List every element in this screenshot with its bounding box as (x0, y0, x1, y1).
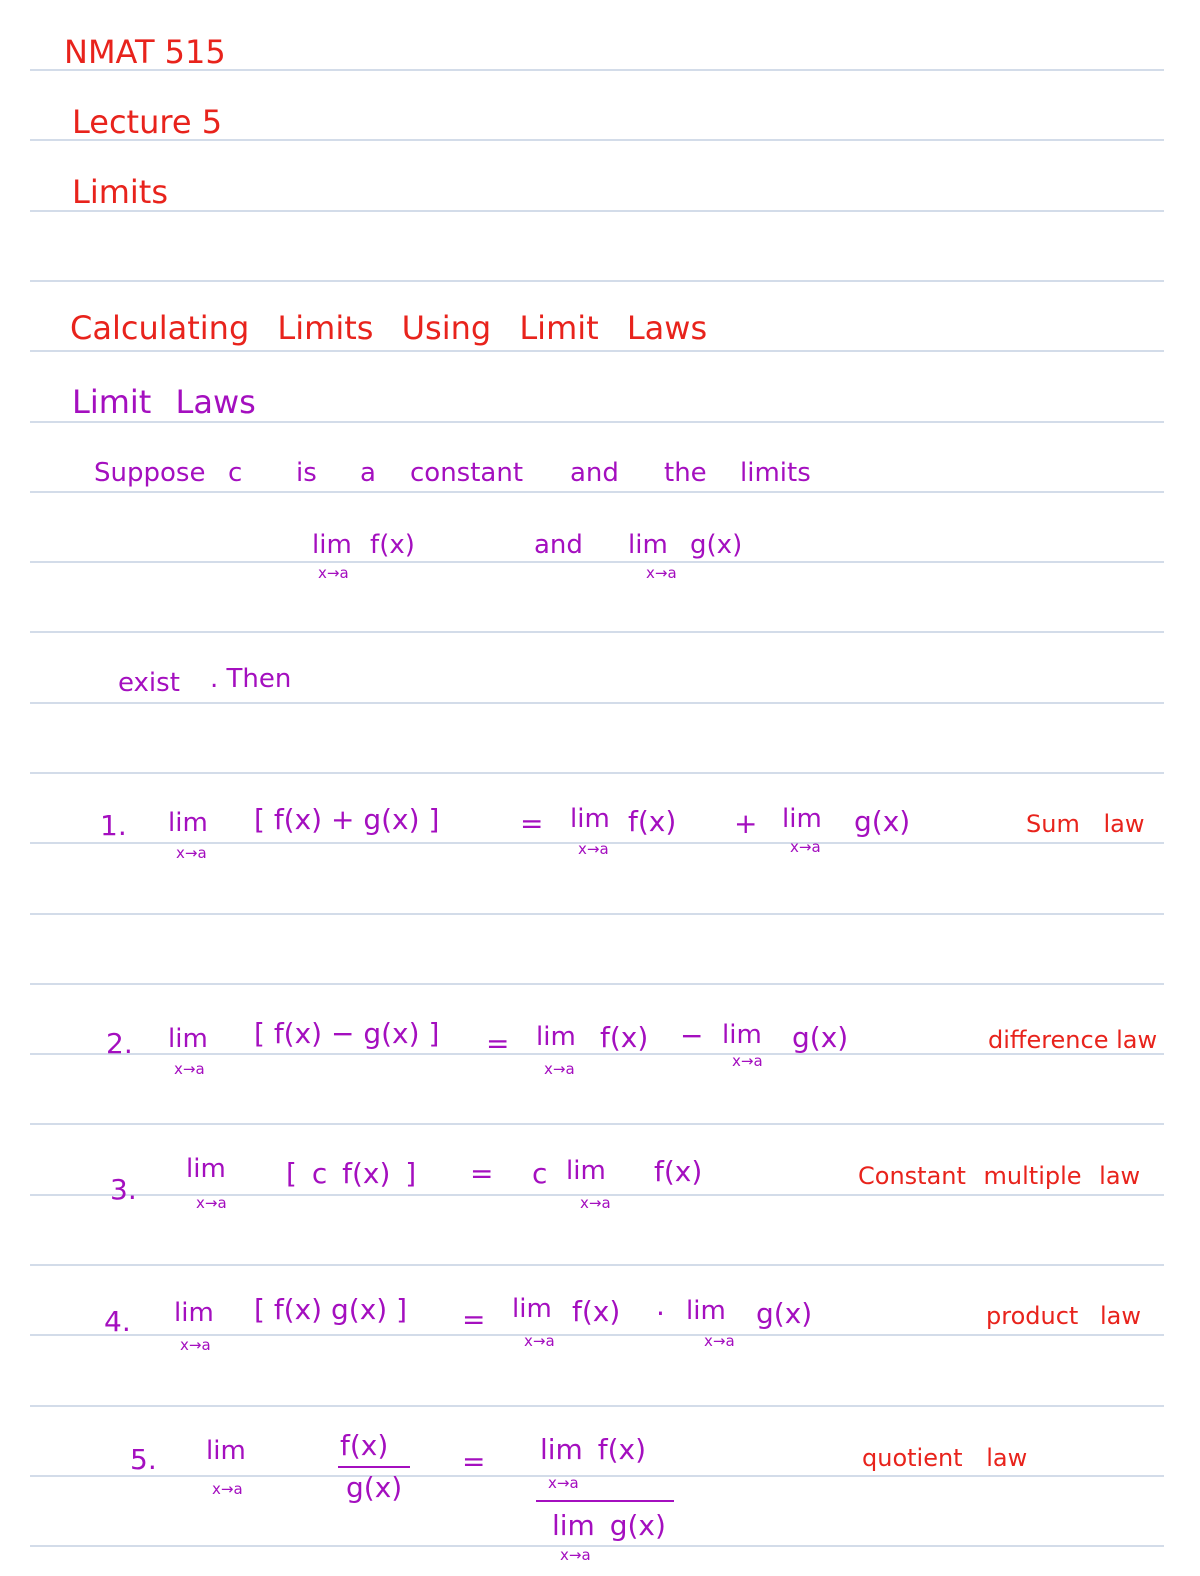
limit-f-expression: lim f(x) (312, 530, 415, 560)
law-lim: lim (174, 1298, 214, 1328)
law-rhs-denominator: lim g(x) (552, 1509, 666, 1542)
topic-title: Limits (72, 173, 168, 211)
intro-word: Suppose (94, 458, 206, 488)
law-lim: lim (686, 1296, 726, 1326)
law-equals: = (486, 1027, 510, 1060)
law-lhs: [ c f(x) ] (286, 1157, 417, 1190)
law-operator: + (734, 807, 758, 840)
law-name: Constant multiple law (858, 1162, 1141, 1190)
law-number: 3. (110, 1173, 137, 1206)
fraction-bar (338, 1466, 410, 1468)
law-lim: lim (722, 1020, 762, 1050)
fraction-bar (536, 1500, 674, 1502)
law-operator: · (656, 1297, 665, 1330)
intro-exist: exist (118, 668, 180, 698)
law-lhs-numerator: f(x) (340, 1429, 389, 1462)
law-lim: lim (186, 1154, 226, 1184)
law-lim: lim (168, 808, 208, 838)
law-operator: − (680, 1019, 704, 1052)
law-rhs-term: g(x) (854, 805, 911, 838)
lecture-number: Lecture 5 (72, 103, 223, 141)
limit-subscript: x→a (318, 564, 349, 582)
law-lim: lim (168, 1024, 208, 1054)
intro-word: and (570, 458, 619, 488)
law-lim: lim (512, 1294, 552, 1324)
law-subscript: x→a (174, 1060, 205, 1078)
intro-word: c (228, 458, 243, 488)
intro-word: a (360, 458, 376, 488)
intro-word: constant (410, 458, 524, 488)
section-subheading: Limit Laws (72, 383, 256, 421)
law-subscript: x→a (544, 1060, 575, 1078)
law-subscript: x→a (790, 838, 821, 856)
limit-g-expression: lim g(x) (628, 530, 743, 560)
law-name: product law (986, 1302, 1141, 1330)
section-heading: Calculating Limits Using Limit Laws (70, 309, 708, 347)
law-equals: = (470, 1157, 494, 1190)
law-lhs: [ f(x) − g(x) ] (254, 1017, 440, 1050)
law-name: difference law (988, 1026, 1158, 1054)
law-lim: lim (536, 1022, 576, 1052)
law-rhs-term: f(x) (654, 1155, 703, 1188)
law-subscript: x→a (704, 1332, 735, 1350)
law-lhs-denominator: g(x) (346, 1471, 403, 1504)
law-lim: lim (206, 1436, 246, 1466)
law-name: quotient law (862, 1444, 1028, 1472)
law-equals: = (462, 1445, 486, 1478)
law-subscript: x→a (176, 844, 207, 862)
law-equals: = (462, 1303, 486, 1336)
law-subscript: x→a (548, 1474, 579, 1492)
intro-then: . Then (210, 664, 292, 694)
law-subscript: x→a (578, 840, 609, 858)
law-subscript: x→a (580, 1194, 611, 1212)
law-subscript: x→a (196, 1194, 227, 1212)
law-lim: lim (782, 804, 822, 834)
law-lhs: [ f(x) g(x) ] (254, 1293, 408, 1326)
law-constant: c (532, 1157, 548, 1190)
intro-word: the (664, 458, 707, 488)
law-rhs-term: g(x) (756, 1297, 813, 1330)
law-number: 1. (100, 809, 127, 842)
law-subscript: x→a (524, 1332, 555, 1350)
limit-subscript: x→a (646, 564, 677, 582)
law-lim: lim (566, 1156, 606, 1186)
law-subscript: x→a (212, 1480, 243, 1498)
law-rhs-term: f(x) (628, 805, 677, 838)
law-number: 2. (106, 1027, 133, 1060)
intro-word: limits (740, 458, 811, 488)
law-subscript: x→a (732, 1052, 763, 1070)
law-name: Sum law (1026, 810, 1145, 838)
law-lhs: [ f(x) + g(x) ] (254, 803, 440, 836)
intro-and: and (534, 530, 583, 560)
law-number: 5. (130, 1443, 157, 1476)
intro-word: is (296, 458, 317, 488)
law-equals: = (520, 807, 544, 840)
law-number: 4. (104, 1305, 131, 1338)
law-subscript: x→a (180, 1336, 211, 1354)
law-rhs-term: f(x) (600, 1021, 649, 1054)
law-lim: lim (570, 804, 610, 834)
law-rhs-term: g(x) (792, 1021, 849, 1054)
law-rhs-term: f(x) (572, 1295, 621, 1328)
law-rhs-numerator: lim f(x) (540, 1433, 647, 1466)
course-title: NMAT 515 (64, 33, 226, 71)
law-subscript: x→a (560, 1546, 591, 1564)
